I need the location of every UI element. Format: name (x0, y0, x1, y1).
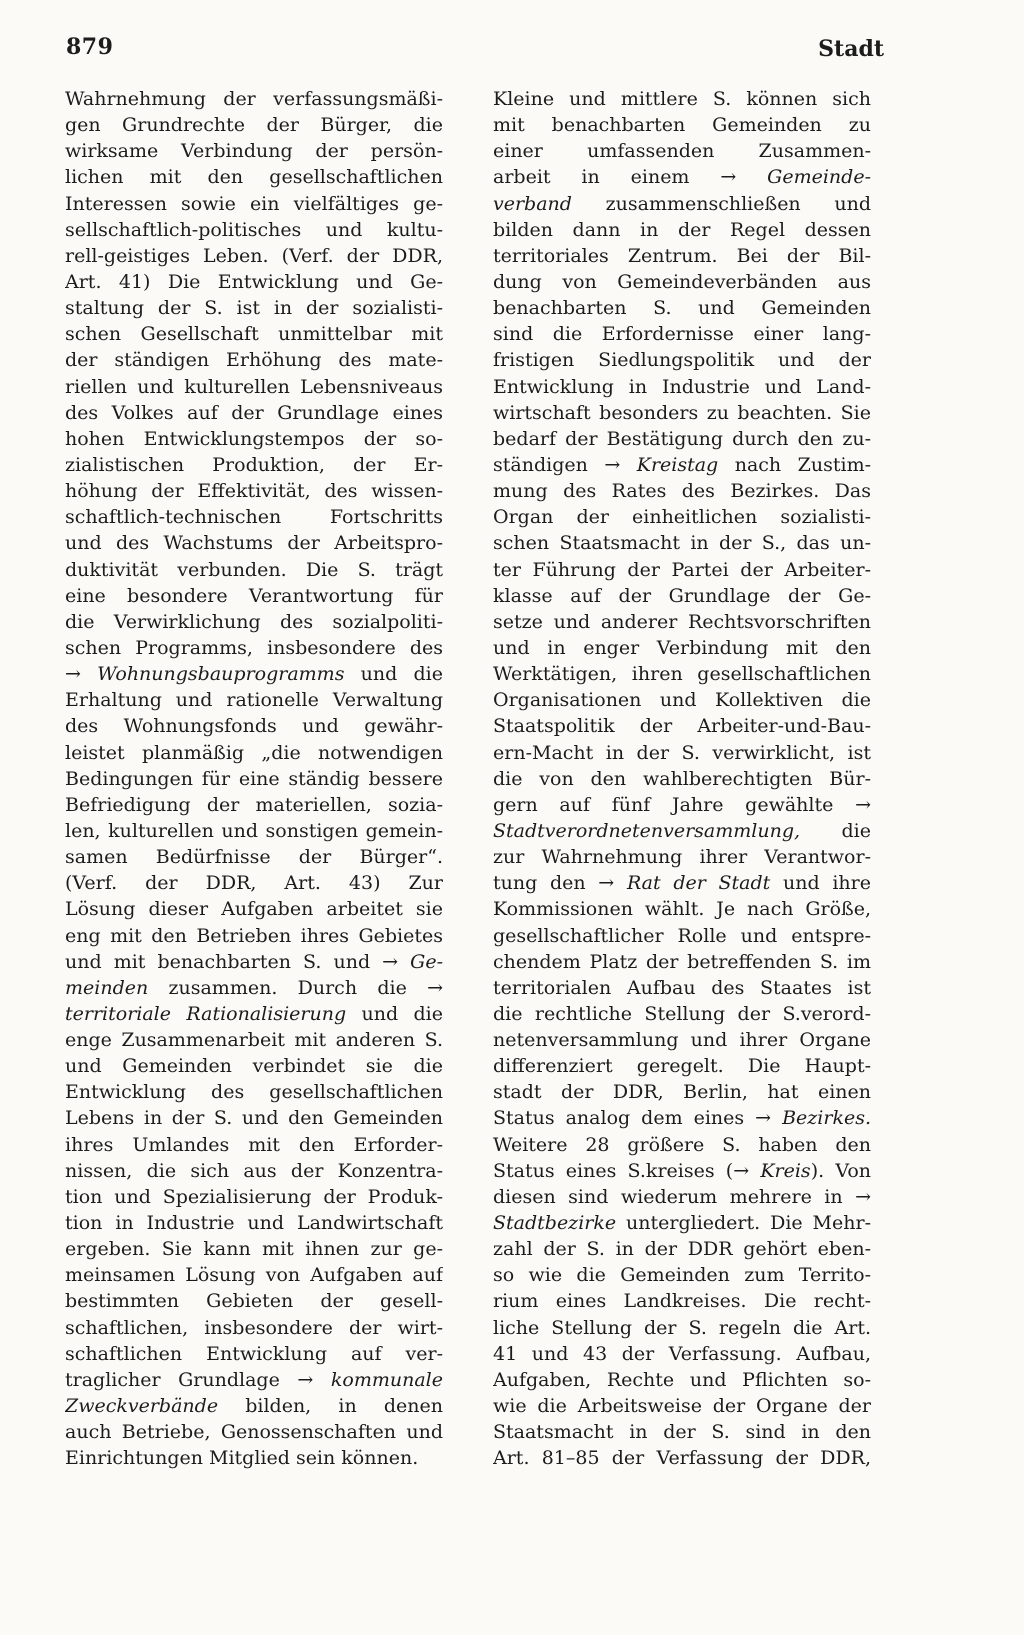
cross-reference: Rat der Stadt (626, 872, 771, 895)
text-segment: und des Wachstums der Arbeitspro- (65, 532, 443, 555)
text-segment: schen Gesellschaft unmittelbar mit (65, 323, 443, 346)
cross-reference: Kreis (760, 1159, 811, 1182)
left-column (65, 86, 443, 1471)
text-segment: ergeben. Sie kann mit ihnen zur ge- (65, 1238, 443, 1261)
text-line (493, 1053, 871, 1079)
text-line (65, 1367, 443, 1393)
text-segment: schen Staatsmacht in der S., das un- (493, 532, 871, 555)
text-line (65, 1288, 443, 1314)
text-line (65, 635, 443, 661)
text-segment: ständigen → (493, 453, 637, 476)
text-segment: samen Bedürfnisse der Bürger“. (65, 846, 443, 869)
text-line (65, 217, 443, 243)
text-segment: gern auf fünf Jahre gewählte → (493, 793, 871, 816)
text-line (65, 295, 443, 321)
text-segment: rium eines Landkreises. Die recht- (493, 1290, 871, 1313)
text-line (493, 792, 871, 818)
text-line (65, 452, 443, 478)
cross-reference: territoriale Rationalisierung (65, 1002, 347, 1025)
text-line (493, 295, 871, 321)
text-line (493, 530, 871, 556)
text-segment: so wie die Gemeinden zum Territo- (493, 1264, 871, 1287)
text-segment: netenversammlung und ihrer Organe (493, 1029, 871, 1052)
text-line (65, 347, 443, 373)
text-line (493, 766, 871, 792)
text-segment: chendem Platz der betreffenden S. im (493, 950, 871, 973)
text-line (65, 792, 443, 818)
cross-reference: Gemeinde- (767, 166, 871, 189)
text-segment: Wahrnehmung der verfassungsmäßi- (65, 88, 443, 110)
text-segment: ). Von (810, 1159, 871, 1182)
text-line (493, 1210, 871, 1236)
text-segment: schaftlich-technischen Fortschritts (65, 506, 443, 529)
text-segment: mit benachbarten Gemeinden zu (493, 114, 871, 137)
text-line (65, 1132, 443, 1158)
text-segment: bilden, in denen (218, 1395, 443, 1418)
text-line (65, 138, 443, 164)
text-segment: ter Führung der Partei der Arbeiter- (493, 558, 871, 581)
text-line (493, 557, 871, 583)
text-segment: Kommissionen wählt. Je nach Größe, (493, 898, 871, 921)
text-line (65, 609, 443, 635)
page-number: 879 (66, 34, 114, 60)
text-segment: eng mit den Betrieben ihres Gebietes (65, 924, 443, 947)
text-segment: duktivität verbunden. Die S. trägt (65, 558, 443, 581)
text-line (493, 1262, 871, 1288)
text-segment: Entwicklung in Industrie und Land- (493, 375, 871, 398)
text-segment: territorialen Aufbau des Staates ist (493, 976, 871, 999)
text-line (493, 374, 871, 400)
text-line (65, 400, 443, 426)
text-line (493, 269, 871, 295)
text-segment: fristigen Siedlungspolitik und der (493, 349, 871, 372)
text-line (65, 870, 443, 896)
text-line (493, 870, 871, 896)
text-segment: tion in Industrie und Landwirtschaft (65, 1212, 443, 1235)
text-segment: die (800, 819, 871, 842)
text-line (65, 86, 443, 112)
text-line (65, 1079, 443, 1105)
text-segment: → (65, 663, 98, 686)
cross-reference: Zweckverbände (65, 1395, 219, 1418)
text-line (493, 452, 871, 478)
text-segment: arbeit in einem → (493, 166, 768, 189)
text-segment: ihres Umlandes mit den Erforder- (65, 1133, 443, 1156)
text-line (65, 164, 443, 190)
text-segment: bilden dann in der Regel dessen (493, 218, 871, 241)
text-line (493, 1236, 871, 1262)
running-title: Stadt (818, 36, 884, 62)
text-segment: zusammen. Durch die → (148, 976, 443, 999)
text-segment: benachbarten S. und Gemeinden (493, 297, 871, 320)
text-segment: tung den → (493, 872, 627, 895)
text-segment: der ständigen Erhöhung des mate- (65, 349, 443, 372)
text-segment: zusammenschließen und (571, 192, 871, 215)
text-segment: Organisationen und Kollektiven die (493, 689, 871, 712)
text-line (493, 112, 871, 138)
text-line (65, 1210, 443, 1236)
cross-reference: Ge- (410, 950, 443, 973)
text-segment: schen Programms, insbesondere des (65, 636, 443, 659)
cross-reference: Bezirkes. (782, 1107, 871, 1130)
text-line (493, 1341, 871, 1367)
cross-reference: meinden (65, 976, 149, 999)
text-line (65, 1158, 443, 1184)
text-segment: und die (346, 1002, 443, 1025)
text-segment: auch Betriebe, Genossenschaften und (65, 1421, 443, 1444)
text-segment: untergliedert. Die Mehr- (616, 1212, 871, 1235)
text-segment: Weitere 28 größere S. haben den (493, 1133, 871, 1156)
text-segment: gen Grundrechte der Bürger, die (65, 114, 443, 137)
text-line (65, 530, 443, 556)
text-segment: klasse auf der Grundlage der Ge- (493, 584, 871, 607)
cross-reference: kommunale (330, 1368, 443, 1391)
text-line (493, 400, 871, 426)
text-segment: territoriales Zentrum. Bei der Bil- (493, 244, 871, 267)
text-line (65, 504, 443, 530)
text-segment: zur Wahrnehmung ihrer Verantwor- (493, 846, 871, 869)
text-segment: Art. 81–85 der Verfassung der DDR, (493, 1447, 871, 1470)
text-segment: differenziert geregelt. Die Haupt- (493, 1055, 871, 1078)
text-line (65, 321, 443, 347)
text-segment: und mit benachbarten S. und → (65, 950, 411, 973)
text-line (65, 1445, 443, 1471)
text-segment: wirksame Verbindung der persön- (65, 140, 443, 163)
text-segment: traglicher Grundlage → (65, 1368, 331, 1391)
text-segment: die rechtliche Stellung der S.verord- (493, 1002, 871, 1025)
text-line (65, 583, 443, 609)
text-line (65, 1001, 443, 1027)
text-line (65, 844, 443, 870)
text-line (65, 1315, 443, 1341)
text-segment: bedarf der Bestätigung durch den zu- (493, 427, 871, 450)
text-segment: schaftlichen Entwicklung auf ver- (65, 1342, 443, 1365)
text-segment: Werktätigen, ihren gesellschaftlichen (493, 663, 871, 686)
text-segment: Staatsmacht in der S. sind in den (493, 1421, 871, 1444)
text-segment: (Verf. der DDR, Art. 43) Zur (65, 872, 443, 895)
text-segment: staltung der S. ist in der sozialisti- (65, 297, 443, 320)
text-line (65, 374, 443, 400)
text-segment: Lebens in der S. und den Gemeinden (65, 1107, 443, 1130)
text-segment: meinsamen Lösung von Aufgaben auf (65, 1264, 443, 1287)
text-line (493, 1184, 871, 1210)
text-line (65, 557, 443, 583)
text-line (493, 687, 871, 713)
text-segment: Status analog dem eines → (493, 1107, 783, 1130)
text-segment: diesen sind wiederum mehrere in → (493, 1185, 871, 1208)
text-line (65, 1341, 443, 1367)
text-segment: stadt der DDR, Berlin, hat einen (493, 1081, 871, 1104)
text-line (65, 1393, 443, 1419)
text-line (65, 478, 443, 504)
text-segment: zialistischen Produktion, der Er- (65, 453, 443, 476)
text-line (493, 896, 871, 922)
text-segment: Art. 41) Die Entwicklung und Ge- (65, 270, 443, 293)
text-line (65, 923, 443, 949)
text-line (493, 949, 871, 975)
text-line (493, 1132, 871, 1158)
text-line (65, 1184, 443, 1210)
text-line (65, 1053, 443, 1079)
text-segment: mung des Rates des Bezirkes. Das (493, 480, 871, 503)
text-line (65, 1262, 443, 1288)
text-line (493, 504, 871, 530)
text-segment: und ihre (770, 872, 871, 895)
cross-reference: Wohnungsbauprogramms (97, 663, 345, 686)
text-segment: Einrichtungen Mitglied sein können. (65, 1447, 419, 1470)
text-line (493, 609, 871, 635)
text-segment: Organ der einheitlichen sozialisti- (493, 506, 871, 529)
text-segment: leistet planmäßig „die notwendigen (65, 741, 443, 764)
text-line (65, 1419, 443, 1445)
text-segment: zahl der S. in der DDR gehört eben- (493, 1238, 871, 1261)
text-segment: riellen und kulturellen Lebensniveaus (65, 375, 443, 398)
text-segment: hohen Entwicklungstempos der so- (65, 427, 443, 450)
text-segment: tion und Spezialisierung der Produk- (65, 1185, 443, 1208)
text-segment: Entwicklung des gesellschaftlichen (65, 1081, 443, 1104)
text-segment: Befriedigung der materiellen, sozia- (65, 793, 443, 816)
text-line (493, 1158, 871, 1184)
text-line (493, 1105, 871, 1131)
text-line (493, 347, 871, 373)
text-segment: Kleine und mittlere S. können sich (493, 88, 871, 110)
cross-reference: Kreistag (636, 453, 719, 476)
text-line (65, 766, 443, 792)
text-line (493, 1001, 871, 1027)
text-segment: enge Zusammenarbeit mit anderen S. (65, 1029, 443, 1052)
text-line (493, 844, 871, 870)
text-segment: die von den wahlberechtigten Bür- (493, 767, 871, 790)
text-line (65, 713, 443, 739)
text-segment: dung von Gemeindeverbänden aus (493, 270, 871, 293)
text-line (493, 243, 871, 269)
text-segment: und in enger Verbindung mit den (493, 636, 871, 659)
text-line (493, 661, 871, 687)
text-line (65, 1105, 443, 1131)
text-line (65, 818, 443, 844)
text-segment: gesellschaftlicher Rolle und entspre- (493, 924, 871, 947)
text-segment: einer umfassenden Zusammen- (493, 140, 871, 163)
text-line (493, 1288, 871, 1314)
text-segment: sellschaftlich-politisches und kultu- (65, 218, 443, 241)
text-segment: ern-Macht in der S. verwirklicht, ist (493, 741, 871, 764)
text-line (493, 138, 871, 164)
text-segment: Staatspolitik der Arbeiter-und-Bau- (493, 715, 871, 738)
text-segment: nach Zustim- (718, 453, 871, 476)
text-segment: des Volkes auf der Grundlage eines (65, 401, 443, 424)
text-line (493, 1027, 871, 1053)
text-line (493, 191, 871, 217)
text-line (493, 1367, 871, 1393)
text-segment: Erhaltung und rationelle Verwaltung (65, 689, 443, 712)
text-line (493, 635, 871, 661)
text-segment: setze und anderer Rechtsvorschriften (493, 610, 871, 633)
text-line (493, 1445, 871, 1471)
text-line (493, 321, 871, 347)
text-segment: bestimmten Gebieten der gesell- (65, 1290, 443, 1313)
text-line (65, 1236, 443, 1262)
text-line (493, 583, 871, 609)
text-segment: schaftlichen, insbesondere der wirt- (65, 1316, 443, 1339)
text-segment: sind die Erfordernisse einer lang- (493, 323, 871, 346)
text-line (493, 818, 871, 844)
cross-reference: Stadtbezirke (493, 1212, 617, 1235)
text-segment: Lösung dieser Aufgaben arbeitet sie (65, 898, 443, 921)
text-line (493, 164, 871, 190)
right-column (493, 86, 871, 1471)
text-segment: len, kulturellen und sonstigen gemein- (65, 819, 443, 842)
text-line (493, 478, 871, 504)
text-line (493, 923, 871, 949)
text-segment: eine besondere Verantwortung für (65, 584, 443, 607)
text-segment: Aufgaben, Rechte und Pflichten so- (493, 1368, 871, 1391)
text-line (493, 1393, 871, 1419)
text-line (65, 1027, 443, 1053)
text-line (65, 687, 443, 713)
text-segment: die Verwirklichung des sozialpoliti- (65, 610, 443, 633)
text-line (493, 1419, 871, 1445)
text-line (65, 661, 443, 687)
text-line (65, 112, 443, 138)
text-segment: wirtschaft besonders zu beachten. Sie (493, 401, 871, 424)
text-segment: rell-geistiges Leben. (Verf. der DDR, (65, 244, 443, 267)
text-segment: des Wohnungsfonds und gewähr- (65, 715, 443, 738)
text-line (65, 975, 443, 1001)
text-line (493, 740, 871, 766)
cross-reference: verband (493, 192, 572, 215)
text-segment: 41 und 43 der Verfassung. Aufbau, (493, 1342, 871, 1365)
text-line (493, 86, 871, 112)
text-line (493, 713, 871, 739)
text-line (493, 426, 871, 452)
text-line (493, 1079, 871, 1105)
text-segment: und die (344, 663, 443, 686)
text-line (65, 740, 443, 766)
text-segment: Status eines S.kreises (→ (493, 1159, 761, 1182)
text-segment: wie die Arbeitsweise der Organe der (493, 1395, 871, 1418)
text-segment: nissen, die sich aus der Konzentra- (65, 1159, 443, 1182)
text-line (493, 1315, 871, 1341)
text-line (65, 949, 443, 975)
text-segment: lichen mit den gesellschaftlichen (65, 166, 443, 189)
text-line (65, 269, 443, 295)
text-segment: höhung der Effektivität, des wissen- (65, 480, 443, 503)
text-line (493, 217, 871, 243)
text-segment: und Gemeinden verbindet sie die (65, 1055, 443, 1078)
cross-reference: Stadtverordnetenversammlung, (493, 819, 801, 842)
text-segment: liche Stellung der S. regeln die Art. (493, 1316, 871, 1339)
text-segment: Interessen sowie ein vielfältiges ge- (65, 192, 443, 215)
text-line (65, 896, 443, 922)
text-line (65, 426, 443, 452)
text-line (65, 191, 443, 217)
text-segment: Bedingungen für eine ständig bessere (65, 767, 443, 790)
text-line (493, 975, 871, 1001)
text-line (65, 243, 443, 269)
